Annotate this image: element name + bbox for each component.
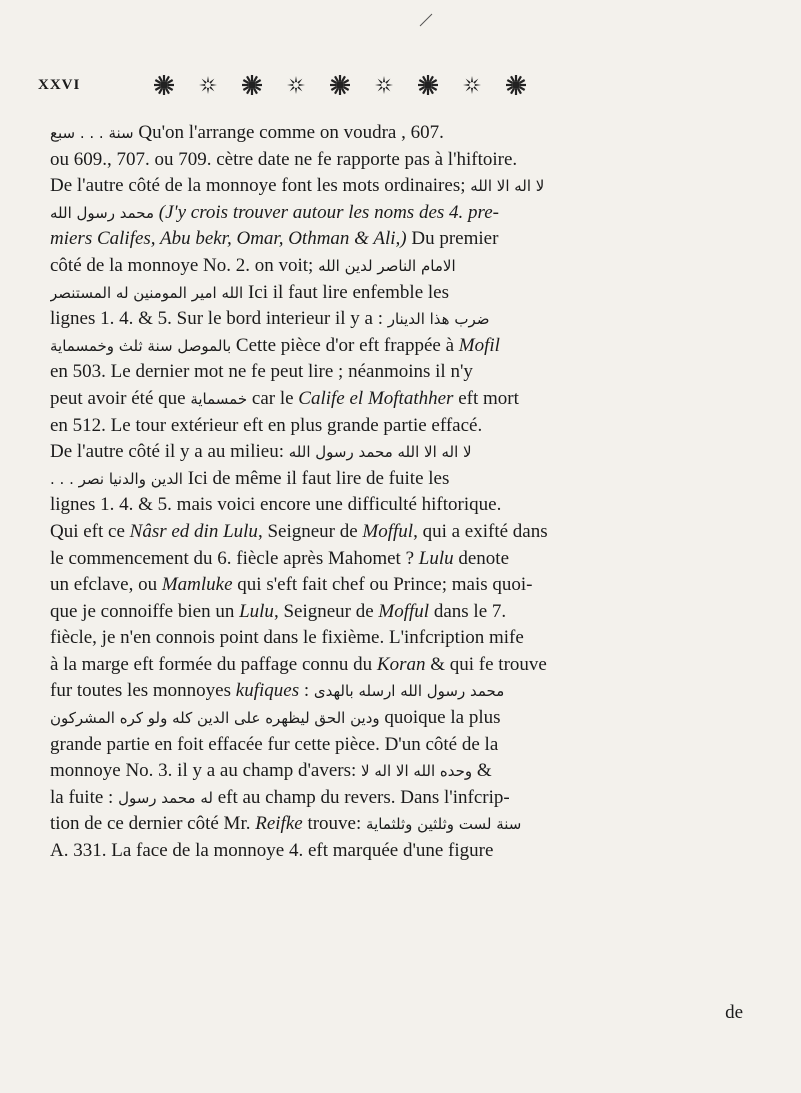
text-line xyxy=(50,120,760,147)
text-segment: peut avoir été que xyxy=(50,387,191,409)
text-segment: ou 609., 707. ou 709. cètre date ne fe rapporte pas à l'hiftoire. xyxy=(50,148,518,170)
text-line xyxy=(50,439,760,466)
text-line xyxy=(50,333,760,360)
text-segment: & qui fe trouve xyxy=(425,653,547,675)
text-segment: qui s'eft fait chef ou Prince; mais quoi- xyxy=(232,574,533,596)
star-ornament-icon xyxy=(197,74,219,96)
text-line xyxy=(50,785,760,812)
text-line xyxy=(50,732,760,759)
text-segment: un efclave, ou xyxy=(50,574,162,596)
arabic-inscription: ﺿﺮﺏ ﻫﺬﺍ ﺍﻟﺪﻳﻨﺎﺭ xyxy=(387,310,490,329)
text-segment: la fuite : xyxy=(50,786,119,808)
text-segment: trouve: xyxy=(302,813,367,835)
text-line xyxy=(50,280,760,307)
text-segment: côté de la monnoye No. 2. on voit; xyxy=(50,254,319,276)
text-segment: dans le 7. xyxy=(429,600,507,622)
italic-text: miers Califes, Abu bekr, Omar, Othman & Ali,) xyxy=(50,228,407,250)
text-line xyxy=(50,625,760,652)
text-line xyxy=(50,306,760,333)
sun-ornament-icon xyxy=(505,74,527,96)
sun-ornament-icon xyxy=(329,74,351,96)
italic-text: Mofful xyxy=(378,600,430,622)
text-segment: eft mort xyxy=(453,387,519,409)
text-segment: , Seigneur de xyxy=(257,520,363,542)
sun-ornament-icon xyxy=(417,74,439,96)
text-line xyxy=(50,572,760,599)
text-line xyxy=(50,147,760,174)
text-segment: lignes 1. 4. & 5. Sur le bord interieur il y a : xyxy=(50,308,388,330)
italic-text: Reifke xyxy=(255,813,303,835)
text-line xyxy=(50,492,760,519)
italic-text: Mofful xyxy=(362,520,414,542)
text-segment: De l'autre côté de la monnoye font les mots ordinaires; xyxy=(50,175,471,197)
arabic-inscription: ﺳﻨﺔ . . . ﺳﺒﻊ xyxy=(50,124,134,142)
page-number: XXVI xyxy=(38,76,81,93)
arabic-inscription: ﻻ ﺍﻟﻪ ﺍﻻ ﺍﻟﻠﻪ ﻣﺤﻤﺪ ﺭﺳﻮﻝ ﺍﻟﻠﻪ xyxy=(288,443,472,462)
star-ornament-icon xyxy=(461,74,483,96)
text-segment: eft au champ du revers. Dans l'infcrip- xyxy=(212,786,510,808)
text-segment: monnoye No. 3. il y a au champ d'avers: xyxy=(50,760,362,782)
text-segment: , Seigneur de xyxy=(273,600,379,622)
italic-text: Mofil xyxy=(458,334,500,356)
text-segment: De l'autre côté il y a au milieu: xyxy=(50,441,289,463)
text-segment: Du premier xyxy=(406,228,499,250)
text-line xyxy=(50,758,760,785)
arabic-inscription: ﺧﻤﺴﻤﺎﻳﺔ xyxy=(190,389,248,408)
text-line xyxy=(50,546,760,573)
text-line xyxy=(50,413,760,440)
text-segment: tion de ce dernier côté Mr. xyxy=(50,813,256,835)
arabic-inscription: ﻭﺣﺪﻩ ﺍﻟﻠﻪ ﺍﻻ ﺍﻟﻪ ﻻ xyxy=(361,762,473,781)
arabic-inscription: ﺍﻟﻠﻪ ﺍﻣﻴﺮ ﺍﻟﻤﻮﻣﻨﻴﻦ ﻟﻪ ﺍﻟﻤﺴﺘﻨﺼﺮ xyxy=(50,283,244,302)
catchword: de xyxy=(725,1002,743,1023)
arabic-inscription: ﺍﻻﻣﺎﻡ ﺍﻟﻨﺎﺻﺮ ﻟﺪﻳﻦ ﺍﻟﻠﻪ xyxy=(318,256,456,275)
arabic-inscription: ﻣﺤﻤﺪ ﺭﺳﻮﻝ ﺍﻟﻠﻪ xyxy=(50,203,155,222)
text-segment: que je connoiffe bien un xyxy=(50,600,240,622)
text-segment: en 512. Le tour extérieur eft en plus grande partie effacé. xyxy=(50,414,483,436)
italic-text: Koran xyxy=(376,653,426,675)
text-line xyxy=(50,359,760,386)
text-segment: & xyxy=(472,760,492,782)
arabic-inscription: ﻻ ﺍﻟﻪ ﺍﻻ ﺍﻟﻠﻪ xyxy=(470,177,545,196)
arabic-inscription: . . . ﺍﻟﺪﻳﻦ ﻭﺍﻟﺪﻧﻴﺎ ﻧﺼﺮ xyxy=(50,469,183,488)
text-line xyxy=(50,173,760,200)
text-segment: le commencement du 6. fiècle après Mahomet ? xyxy=(50,547,419,569)
ornament-band xyxy=(153,74,527,96)
body-text xyxy=(50,120,760,865)
italic-text: Mamluke xyxy=(161,574,233,596)
arabic-inscription: ﺑﺎﻟﻤﻮﺻﻞ ﺳﻨﺔ ﺛﻠﺚ ﻭﺧﻤﺴﻤﺎﻳﺔ xyxy=(50,336,232,355)
text-line xyxy=(50,811,760,838)
text-line xyxy=(50,200,760,227)
text-segment: en 503. Le dernier mot ne fe peut lire ; néanmoins il n'y xyxy=(50,361,473,383)
arabic-inscription: ﻟﻪ ﻣﺤﻤﺪ ﺭﺳﻮﻝ xyxy=(118,788,213,807)
sun-ornament-icon xyxy=(241,74,263,96)
text-line xyxy=(50,705,760,732)
text-segment: fur toutes les monnoyes xyxy=(50,680,236,702)
text-segment: , qui a exifté dans xyxy=(413,520,548,542)
text-line xyxy=(50,678,760,705)
text-segment: Cette pièce d'or eft frappée à xyxy=(231,334,459,356)
text-segment: Ici il faut lire enfemble les xyxy=(243,281,449,303)
text-segment: : xyxy=(299,680,314,702)
text-segment: A. 331. La face de la monnoye 4. eft marquée d'une figure xyxy=(50,840,494,862)
text-line xyxy=(50,226,760,253)
text-segment: quoique la plus xyxy=(379,707,501,729)
text-segment: grande partie en foit effacée fur cette pièce. D'un côté de la xyxy=(50,733,499,755)
text-segment: Ici de même il faut lire de fuite les xyxy=(182,467,450,489)
check-mark-icon xyxy=(418,10,438,30)
italic-text: Calife el Moftathher xyxy=(298,387,454,409)
star-ornament-icon xyxy=(285,74,307,96)
text-line xyxy=(50,652,760,679)
star-ornament-icon xyxy=(373,74,395,96)
text-line xyxy=(50,466,760,493)
text-segment: car le xyxy=(247,387,299,409)
arabic-inscription: ﺳﻨﺔ ﻟﺴﺖ ﻭﺛﻠﺜﻴﻦ ﻭﺛﻠﺜﻤﺎﻳﺔ xyxy=(366,815,522,834)
text-segment: Qu'on l'arrange comme on voudra , 607. xyxy=(133,122,444,143)
text-line xyxy=(50,599,760,626)
text-line xyxy=(50,519,760,546)
text-segment: fiècle, je n'en connois point dans le fixième. L'infcription mife xyxy=(50,627,524,649)
text-segment: à la marge eft formée du paffage connu du xyxy=(50,653,377,675)
arabic-inscription: ﻣﺤﻤﺪ ﺭﺳﻮﻝ ﺍﻟﻠﻪ ﺍﺭﺳﻠﻪ ﺑﺎﻟﻬﺪﻯ xyxy=(313,682,505,701)
italic-text: kufiques xyxy=(235,680,300,702)
arabic-inscription: ﻭﺩﻳﻦ ﺍﻟﺤﻖ ﻟﻴﻈﻬﺮﻩ ﻋﻠﻰ ﺍﻟﺪﻳﻦ ﻛﻠﻪ ﻭﻟﻮ ﻛﺮﻩ ﺍﻟﻤﺸﺮﻛﻮﻥ xyxy=(50,709,380,728)
italic-text: Lulu xyxy=(418,547,454,569)
sun-ornament-icon xyxy=(153,74,175,96)
italic-text: (J'y crois trouver autour les noms des 4. pre- xyxy=(154,201,499,223)
text-segment: denote xyxy=(453,547,510,569)
text-segment: Qui eft ce xyxy=(50,520,130,542)
text-line xyxy=(50,838,760,865)
text-segment: lignes 1. 4. & 5. mais voici encore une difficulté hiftorique. xyxy=(50,494,502,516)
text-line xyxy=(50,253,760,280)
text-line xyxy=(50,386,760,413)
italic-text: Lulu xyxy=(239,600,274,622)
page-header xyxy=(38,70,761,100)
italic-text: Nâsr ed din Lulu xyxy=(129,520,258,542)
